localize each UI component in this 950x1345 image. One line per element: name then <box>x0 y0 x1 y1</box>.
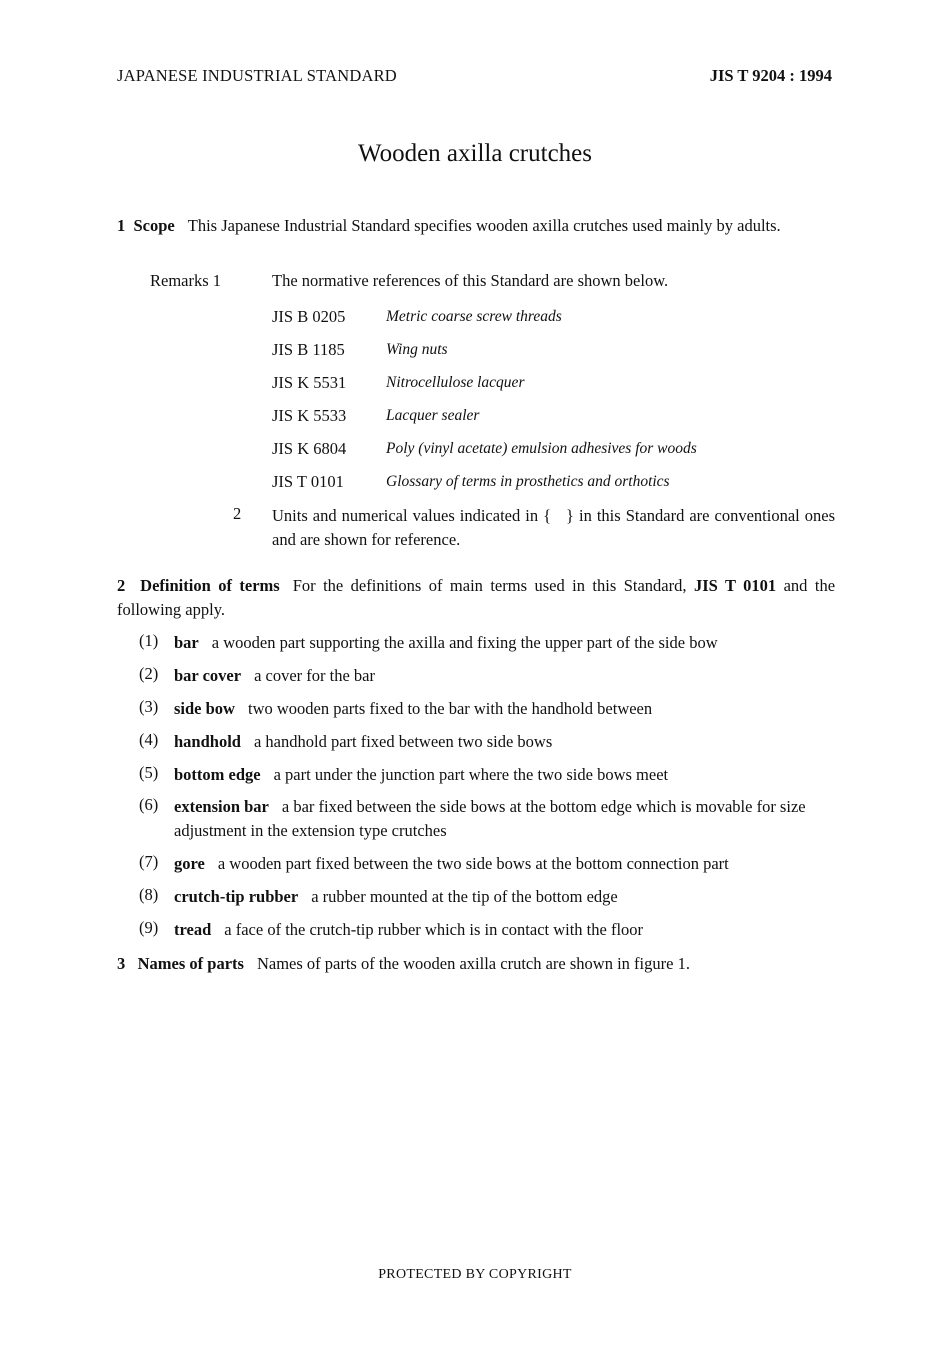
remarks-intro: The normative references of this Standard are shown below. <box>272 271 669 290</box>
definition-number: (7) <box>139 852 159 871</box>
reference-code: JIS K 5531 <box>272 373 347 392</box>
definition-term: bar <box>174 633 199 652</box>
definition-number: (9) <box>139 918 159 937</box>
reference-code: JIS B 0205 <box>272 307 346 326</box>
definition-term: extension bar <box>174 797 269 816</box>
definition-number: (1) <box>139 631 159 650</box>
definition-text: two wooden parts fixed to the bar with the handhold between <box>247 699 653 718</box>
definition-term: side bow <box>174 699 235 718</box>
remark-2-number: 2 <box>233 504 242 523</box>
names-of-parts-text: Names of parts of the wooden axilla crutch are shown in figure 1. <box>256 954 690 973</box>
definition-text: a handhold part fixed between two side bows <box>253 732 553 751</box>
definition-item <box>174 697 835 721</box>
definition-item <box>174 852 835 876</box>
scope-number: 1 <box>117 216 126 235</box>
copyright-footer: PROTECTED BY COPYRIGHT <box>378 1267 572 1282</box>
definition-term: crutch-tip rubber <box>174 887 299 906</box>
definition-item <box>174 730 835 754</box>
reference-title: Nitrocellulose lacquer <box>386 374 525 391</box>
definition-item <box>174 918 835 942</box>
header-standard-number: JIS T 9204 : 1994 <box>709 66 832 85</box>
remarks-label: Remarks 1 <box>150 271 222 290</box>
definitions-intro-after: and the following apply. <box>117 576 836 619</box>
reference-code: JIS K 6804 <box>272 439 347 458</box>
definition-number: (4) <box>139 730 159 749</box>
definition-text: a cover for the bar <box>254 666 375 685</box>
reference-title: Metric coarse screw threads <box>386 308 562 325</box>
reference-title: Wing nuts <box>386 341 448 358</box>
definition-item <box>174 664 835 688</box>
reference-title: Poly (vinyl acetate) emulsion adhesives for woods <box>386 440 697 457</box>
definition-term: bar cover <box>174 666 242 685</box>
scope-paragraph <box>117 214 835 238</box>
definition-term: bottom edge <box>174 765 261 784</box>
definition-text: a face of the crutch-tip rubber which is in contact with the floor <box>224 920 644 939</box>
names-of-parts-number: 3 <box>117 954 126 973</box>
definition-term: handhold <box>174 732 241 751</box>
definitions-intro-before: For the definitions of main terms used in this Standard, <box>292 576 687 595</box>
definition-number: (3) <box>139 697 159 716</box>
names-of-parts-paragraph <box>117 952 835 976</box>
definitions-intro-reference: JIS T 0101 <box>693 576 777 595</box>
header-standard-label: JAPANESE INDUSTRIAL STANDARD <box>117 66 397 85</box>
definition-term: gore <box>174 854 205 873</box>
definition-text: a bar fixed between the side bows at the bottom edge which is movable for size adjustment in the extension type crutches <box>174 797 806 840</box>
definition-item <box>174 763 835 787</box>
reference-title: Glossary of terms in prosthetics and orthotics <box>386 473 670 490</box>
definition-number: (8) <box>139 885 159 904</box>
definition-text: a wooden part fixed between the two side bows at the bottom connection part <box>217 854 729 873</box>
scope-text: This Japanese Industrial Standard specifies wooden axilla crutches used mainly by adults. <box>187 216 781 235</box>
reference-code: JIS T 0101 <box>272 472 344 491</box>
definition-number: (2) <box>139 664 159 683</box>
remark-2-text: Units and numerical values indicated in { } in this Standard are conventional ones and are shown for reference. <box>272 506 835 549</box>
definitions-heading: Definition of terms <box>140 576 280 595</box>
definition-item <box>174 631 835 655</box>
definitions-paragraph <box>117 574 835 622</box>
definition-term: tread <box>174 920 212 939</box>
reference-code: JIS B 1185 <box>272 340 345 359</box>
definition-number: (6) <box>139 795 159 814</box>
definition-text: a wooden part supporting the axilla and fixing the upper part of the side bow <box>211 633 718 652</box>
definitions-number: 2 <box>117 576 126 595</box>
reference-title: Lacquer sealer <box>386 407 480 424</box>
reference-code: JIS K 5533 <box>272 406 347 425</box>
definition-text: a rubber mounted at the tip of the bottom edge <box>311 887 618 906</box>
definition-item <box>174 885 835 909</box>
page-title: Wooden axilla crutches <box>357 140 592 167</box>
definition-item <box>174 795 835 843</box>
scope-heading: Scope <box>133 216 175 235</box>
definition-number: (5) <box>139 763 159 782</box>
definition-text: a part under the junction part where the two side bows meet <box>273 765 669 784</box>
names-of-parts-heading: Names of parts <box>137 954 244 973</box>
